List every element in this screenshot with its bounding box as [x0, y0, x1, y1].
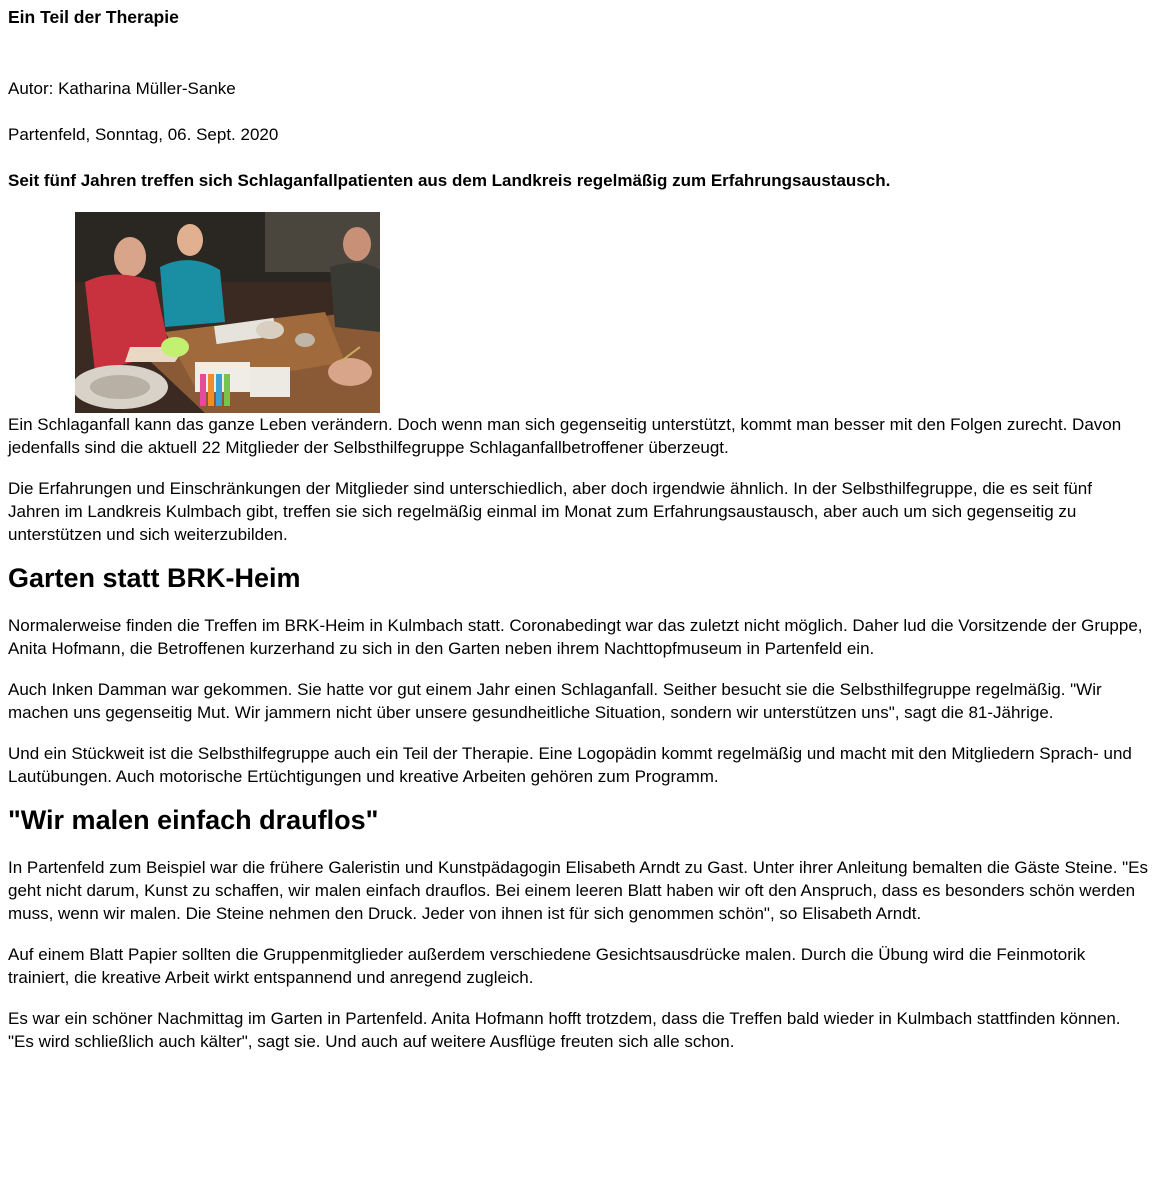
intro-paragraph: Die Erfahrungen und Einschränkungen der Mitglieder sind unterschiedlich, aber doch irgendwie ähnlich. In der Selbsthilfegruppe, die es seit fünf Jahren im Landkreis Kulmbach gibt, treffen sie sich regelmäßig einmal im Monat zum Erfahrungsaustausch, aber auch um sich gegenseitig zu unterstützen und sich weiterzubilden.	[8, 479, 1092, 544]
section-paragraph: Es war ein schöner Nachmittag im Garten in Partenfeld. Anita Hofmann hofft trotzdem, dass die Treffen bald wieder in Kulmbach stattfinden können. "Es wird schließlich auch kälter", sagt sie. Und auch auf weitere Ausflüge freuten sich alle schon.	[8, 1009, 1121, 1051]
section-paragraph: Normalerweise finden die Treffen im BRK-Heim in Kulmbach statt. Coronabedingt war das zuletzt nicht möglich. Daher lud die Vorsitzende der Gruppe, Anita Hofmann, die Betroffenen kurzerhand zu sich in den Garten neben ihrem Nachttopfmuseum in Partenfeld ein.	[8, 616, 1143, 658]
article	[8, 0, 1148, 1053]
section-paragraph: Auf einem Blatt Papier sollten die Gruppenmitglieder außerdem verschiedene Gesichtsausdrücke malen. Durch die Übung wird die Feinmotorik trainiert, die kreative Arbeit wirkt entspannend und anregend zugleich.	[8, 945, 1086, 987]
section-paragraph: In Partenfeld zum Beispiel war die frühere Galeristin und Kunstpädagogin Elisabeth Arndt zu Gast. Unter ihrer Anleitung bemalten die Gäste Steine. "Es geht nicht darum, Kunst zu schaffen, wir malen einfach drauflos. Bei einem leeren Blatt haben wir oft den Anspruch, dass es besonders schön werden muss, wenn wir malen. Die Steine nehmen den Druck. Jeder von ihnen ist für sich genommen schön", so Elisabeth Arndt.	[8, 858, 1149, 923]
intro-paragraph: Ein Schlaganfall kann das ganze Leben verändern. Doch wenn man sich gegenseitig unterstützt, kommt man besser mit den Folgen zurecht. Davon jedenfalls sind die aktuell 22 Mitglieder der Selbsthilfegruppe Schlaganfallbetroffener überzeugt.	[8, 415, 1122, 457]
author-line: Autor: Katharina Müller-Sanke	[8, 79, 236, 98]
article-photo	[75, 212, 380, 413]
section-heading: "Wir malen einfach drauflos"	[8, 805, 379, 835]
article-title: Ein Teil der Therapie	[8, 7, 179, 27]
section-paragraph: Und ein Stückweit ist die Selbsthilfegruppe auch ein Teil der Therapie. Eine Logopädin kommt regelmäßig und macht mit den Mitgliedern Sprach- und Lautübungen. Auch motorische Ertüchtigungen und kreative Arbeiten gehören zum Programm.	[8, 744, 1132, 786]
section-paragraph: Auch Inken Damman war gekommen. Sie hatte vor gut einem Jahr einen Schlaganfall. Seither besucht sie die Selbsthilfegruppe regelmäßig. "Wir machen uns gegenseitig Mut. Wir jammern nicht über unsere gesundheitliche Situation, sondern wir unterstützen uns", sagt die 81-Jährige.	[8, 680, 1102, 722]
section-heading: Garten statt BRK-Heim	[8, 563, 301, 593]
article-lead: Seit fünf Jahren treffen sich Schlaganfallpatienten aus dem Landkreis regelmäßig zum Erfahrungsaustausch.	[8, 171, 891, 190]
dateline: Partenfeld, Sonntag, 06. Sept. 2020	[8, 125, 279, 144]
